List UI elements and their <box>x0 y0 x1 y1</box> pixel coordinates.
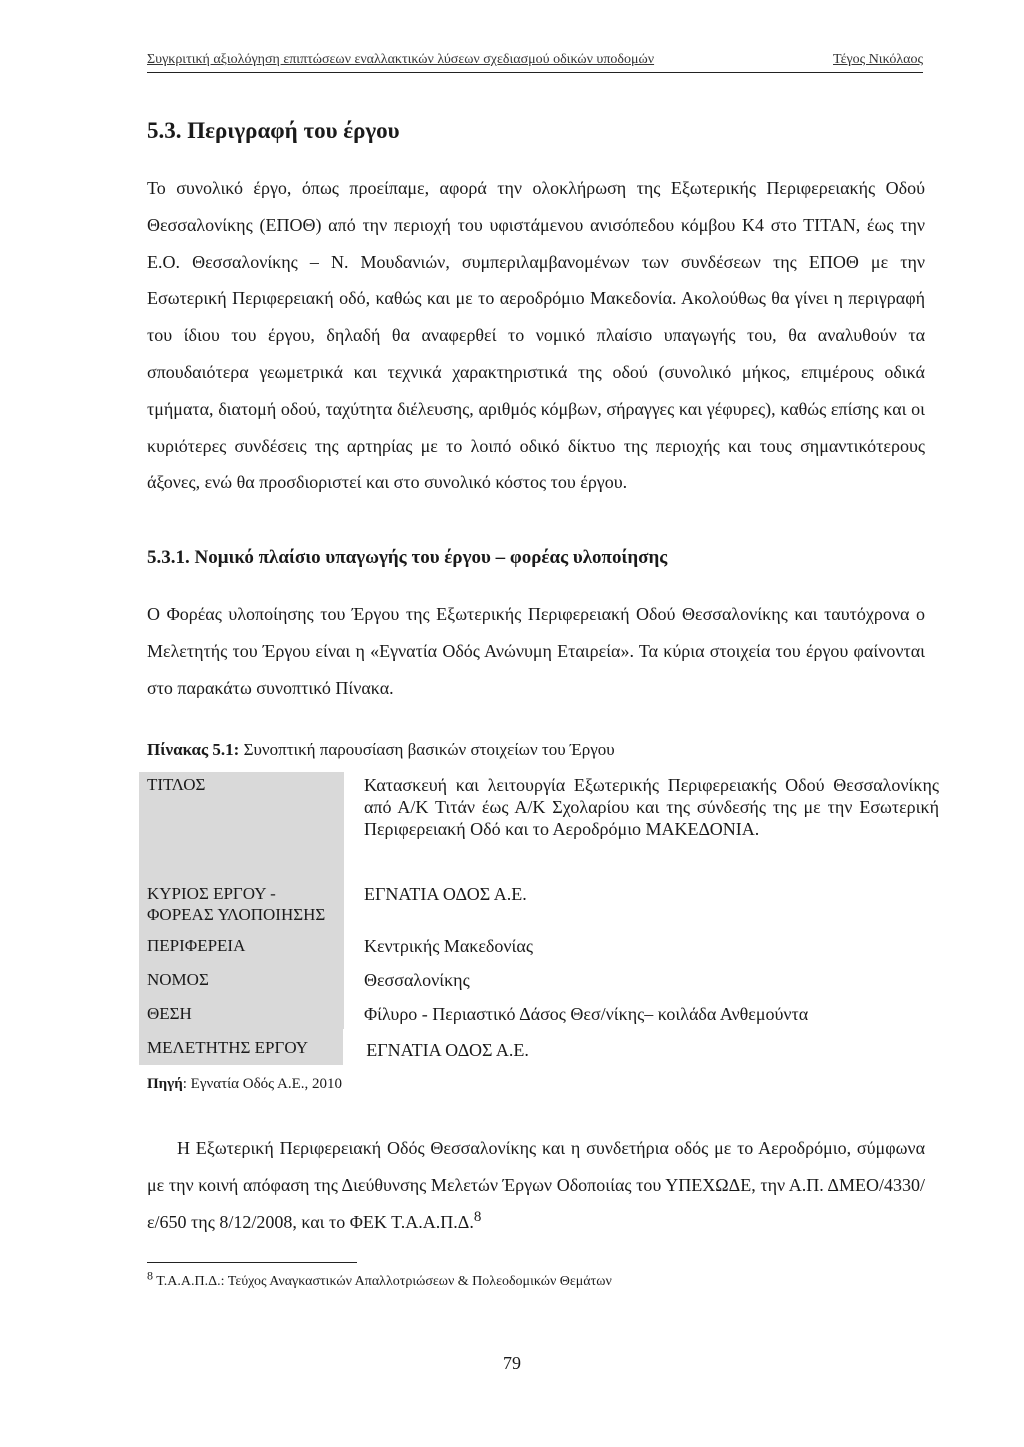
table-value-cell: Θεσσαλονίκης <box>364 970 470 990</box>
table-label-cell: ΜΕΛΕΤΗΤΗΣ ΕΡΓΟΥ <box>139 1029 343 1065</box>
header-title: Συγκριτική αξιολόγηση επιπτώσεων εναλλακτικών λύσεων σχεδιασμού οδικών υποδομών <box>147 52 655 67</box>
table-row <box>139 772 939 875</box>
closing-paragraph-text: Η Εξωτερική Περιφερειακή Οδός Θεσσαλονίκης και η συνδετήρια οδός με το Αεροδρόμιο, σύμφωνα με την κοινή απόφαση της Διεύθυνσης Μελετών Έργων Οδοποιίας του ΥΠΕΧΩΔΕ, την Α.Π. ΔΜΕΟ/4330/ε/650 της 8/12/2008, και το ΦΕΚ Τ.Α.Α.Π.Δ. <box>147 1138 925 1232</box>
section-heading: 5.3. Περιγραφή του έργου <box>147 118 400 143</box>
table-row <box>139 1029 939 1065</box>
table-value-cell: Κεντρικής Μακεδονίας <box>364 936 533 956</box>
table-label-cell: ΠΕΡΙΦΕΡΕΙΑ <box>139 927 344 961</box>
subsection-paragraph: Ο Φορέας υλοποίησης του Έργου της Εξωτερικής Περιφερειακή Οδού Θεσσαλονίκης και ταυτόχρονα ο Μελετητής του Έργου είναι η «Εγνατία Οδός Ανώνυμη Εταιρεία». Τα κύρια στοιχεία του έργου φαίνονται στο παρακάτω συνοπτικό Πίνακα. <box>147 604 925 698</box>
footnote-number: 8 <box>147 1268 153 1283</box>
footnote <box>147 1268 612 1290</box>
section-paragraph: Το συνολικό έργο, όπως προείπαμε, αφορά την ολοκλήρωση της Εξωτερικής Περιφερειακής Οδού Θεσσαλονίκης (ΕΠΟΘ) από την περιοχή του υφιστάμενου ανισόπεδου κόμβου Κ4 στο ΤΙΤΑΝ, έως την Ε.Ο. Θεσσαλονίκης – Ν. Μουδανιών, συμπεριλαμβανομένων των συνδέσεων της ΕΠΟΘ με την Εσωτερική Περιφερειακή οδό, καθώς και με το αεροδρόμιο Μακεδονία. Ακολούθως θα γίνει η περιγραφή του ίδιου του έργου, δηλαδή θα αναφερθεί το νομικό πλαίσιο υπαγωγής του, θα αναλυθούν τα σπουδαιότερα γεωμετρικά και τεχνικά χαρακτηριστικά της οδού (συνολικό μήκος, επιμέρους οδικά τμήματα, διατομή οδού, ταχύτητα διέλευσης, αριθμός κόμβων, σήραγγες και γέφυρες), καθώς επίσης και οι κυριότερες συνδέσεις της αρτηρίας με το λοιπό οδικό δίκτυο της περιοχής και τους σημαντικότερους άξονες, ενώ θα προσδιοριστεί και στο συνολικό κόστος του έργου. <box>147 178 925 493</box>
table-label-cell: ΚΥΡΙΟΣ ΕΡΓΟΥ - ΦΟΡΕΑΣ ΥΛΟΠΟΙΗΣΗΣ <box>139 875 344 927</box>
table-caption-label: Πίνακας 5.1: <box>147 740 240 759</box>
table-caption <box>147 740 615 760</box>
table-value-cell: Κατασκευή και λειτουργία Εξωτερικής Περιφερειακής Οδού Θεσσαλονίκης από Α/Κ Τιτάν έως Α/Κ Σχολαρίου και της σύνδεσής της με την Εσωτερική Περιφερειακή Οδό και το Αεροδρόμιο ΜΑΚΕΔΟΝΙΑ. <box>364 775 939 839</box>
running-header <box>147 50 923 73</box>
table-row <box>139 961 939 995</box>
header-author: Τέγος Νικόλαος <box>833 52 923 67</box>
table-source-label: Πηγή <box>147 1076 183 1092</box>
page-number: 79 <box>503 1353 521 1373</box>
footnote-text: Τ.Α.Α.Π.Δ.: Τεύχος Αναγκαστικών Απαλλοτριώσεων & Πολεοδομικών Θεμάτων <box>156 1274 612 1289</box>
closing-paragraph <box>147 1130 925 1240</box>
table-label-cell: ΝΟΜΟΣ <box>139 961 344 995</box>
table-caption-text: Συνοπτική παρουσίαση βασικών στοιχείων του Έργου <box>239 740 615 759</box>
table-source <box>147 1076 342 1093</box>
table-label-cell: ΘΕΣΗ <box>139 995 344 1029</box>
table-source-text: : Εγνατία Οδός Α.Ε., 2010 <box>182 1076 343 1092</box>
summary-table <box>139 772 939 1065</box>
table-label-cell: ΤΙΤΛΟΣ <box>139 772 344 875</box>
table-row <box>139 927 939 961</box>
table-row <box>139 995 939 1029</box>
table-value-cell: ΕΓΝΑΤΙΑ ΟΔΟΣ Α.Ε. <box>366 1040 529 1060</box>
table-value-cell: ΕΓΝΑΤΙΑ ΟΔΟΣ Α.Ε. <box>364 884 527 904</box>
footnote-reference[interactable]: 8 <box>473 1208 482 1225</box>
subsection-heading: 5.3.1. Νομικό πλαίσιο υπαγωγής του έργου – φορέας υλοποίησης <box>147 547 668 568</box>
footnote-separator <box>147 1262 357 1263</box>
table-value-cell: Φίλυρο - Περιαστικό Δάσος Θεσ/νίκης– κοιλάδα Ανθεμούντα <box>364 1004 809 1024</box>
table-row <box>139 875 939 927</box>
